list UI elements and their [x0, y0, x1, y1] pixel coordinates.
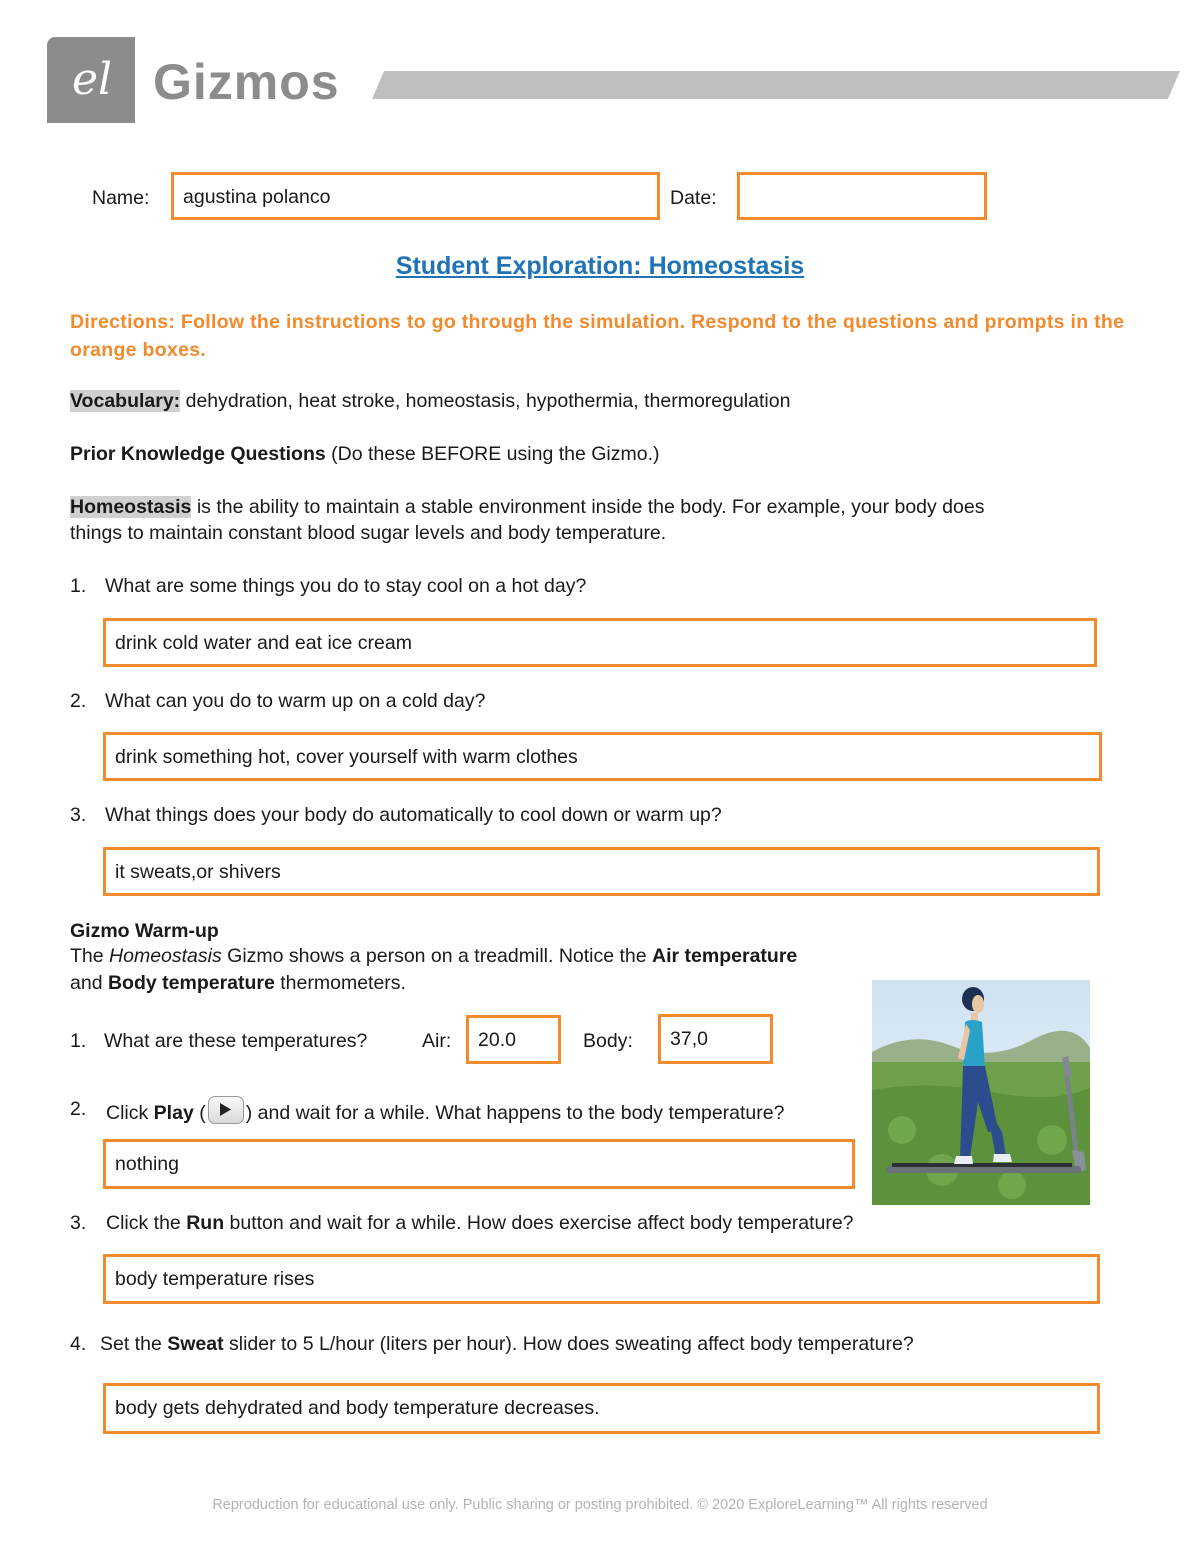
warmup-intro-gizmo-name: Homeostasis: [109, 945, 222, 967]
warmup-q2-after: ) and wait for a while. What happens to the body temperature?: [245, 1102, 785, 1124]
warmup-heading-text: Gizmo Warm-up: [70, 920, 219, 942]
footer-copyright: Reproduction for educational use only. Public sharing or posting prohibited. © 2020 ExploreLearning™ All rights reserved: [212, 1497, 988, 1513]
prior-q1-text: What are some things you do to stay cool on a hot day?: [105, 575, 587, 597]
body-temp-field[interactable]: [658, 1014, 773, 1064]
header-bar: [372, 71, 1180, 99]
prior-q1-answer: drink cold water and eat ice cream: [115, 632, 412, 654]
warmup-intro-body-temp: Body temperature: [107, 972, 275, 994]
warmup-q2-paren: (: [199, 1102, 206, 1124]
prior-q3-answer-box[interactable]: [103, 847, 1100, 896]
warmup-q2-play-word: Play: [153, 1102, 194, 1124]
body-temp-value: 37,0: [670, 1028, 708, 1050]
date-field[interactable]: [737, 172, 987, 220]
warmup-q4-number: 4.: [70, 1333, 87, 1355]
warmup-intro-line1: [70, 943, 797, 969]
prior-q2-number: 2.: [70, 690, 87, 712]
warmup-q3-answer: body temperature rises: [115, 1268, 315, 1290]
warmup-q2-pre: Click: [106, 1102, 149, 1124]
vocabulary-terms: dehydration, heat stroke, homeostasis, hypothermia, thermoregulation: [185, 390, 791, 412]
treadmill-illustration: [872, 980, 1090, 1205]
homeostasis-intro-text2: things to maintain constant blood sugar levels and body temperature.: [70, 522, 667, 544]
warmup-intro-and: and: [70, 972, 103, 994]
warmup-q4-sweat-word: Sweat: [167, 1333, 224, 1355]
prior-q2-answer: drink something hot, cover yourself with warm clothes: [115, 746, 578, 768]
warmup-q2-answer: nothing: [115, 1153, 179, 1175]
prior-q1-answer-box[interactable]: [103, 618, 1097, 667]
warmup-q3-text: [106, 1210, 854, 1236]
prior-knowledge-heading: Prior Knowledge Questions: [70, 443, 326, 465]
warmup-intro-mid: Gizmo shows a person on a treadmill. Notice the: [227, 945, 647, 967]
warmup-q3-after: button and wait for a while. How does exercise affect body temperature?: [229, 1212, 854, 1234]
warmup-intro-end: thermometers.: [280, 972, 406, 994]
warmup-intro-line2: [70, 970, 406, 996]
brand-name: Gizmos: [153, 54, 340, 110]
prior-q3-text: What things does your body do automatically to cool down or warm up?: [105, 804, 722, 826]
name-value: agustina polanco: [183, 186, 331, 208]
warmup-q4-answer: body gets dehydrated and body temperature decreases.: [115, 1397, 600, 1419]
air-label: Air:: [422, 1030, 452, 1052]
directions-text: Directions: Follow the instructions to go through the simulation. Respond to the questions and prompts in the orange boxes.: [70, 311, 1125, 361]
warmup-q3-answer-box[interactable]: [103, 1254, 1100, 1304]
prior-q2-text: What can you do to warm up on a cold day?: [105, 690, 486, 712]
warmup-q4-pre: Set the: [100, 1333, 162, 1355]
air-temp-value: 20.0: [478, 1029, 516, 1051]
vocabulary-line: [70, 388, 790, 414]
play-button-icon: [208, 1096, 244, 1124]
prior-q1-number: 1.: [70, 575, 87, 597]
vocabulary-label: Vocabulary:: [70, 390, 181, 412]
prior-q3-number: 3.: [70, 804, 87, 826]
prior-knowledge-note: (Do these BEFORE using the Gizmo.): [331, 443, 660, 465]
warmup-intro-air-temp: Air temperature: [652, 945, 798, 967]
warmup-q3-pre: Click the: [106, 1212, 181, 1234]
logo-mark: el: [71, 54, 113, 105]
warmup-q1-text: What are these temperatures?: [104, 1030, 368, 1052]
prior-q2-answer-box[interactable]: [103, 732, 1102, 781]
warmup-q4-answer-box[interactable]: [103, 1383, 1100, 1434]
name-field[interactable]: [171, 172, 660, 220]
homeostasis-term: Homeostasis: [70, 496, 192, 518]
warmup-q4-after: slider to 5 L/hour (liters per hour). How does sweating affect body temperature?: [229, 1333, 914, 1355]
warmup-q3-run-word: Run: [186, 1212, 225, 1234]
air-temp-field[interactable]: [466, 1015, 561, 1064]
name-label: Name:: [92, 187, 150, 209]
prior-q3-answer: it sweats,or shivers: [115, 861, 281, 883]
warmup-q2-number: 2.: [70, 1098, 87, 1120]
warmup-q1-number: 1.: [70, 1030, 87, 1052]
body-label: Body:: [583, 1030, 633, 1052]
warmup-q3-number: 3.: [70, 1212, 87, 1234]
warmup-heading: [70, 918, 219, 944]
warmup-q2-answer-box[interactable]: [103, 1139, 855, 1189]
homeostasis-intro-text1: is the ability to maintain a stable environment inside the body. For example, your body does: [196, 496, 985, 518]
homeostasis-intro-line1: [70, 494, 984, 520]
page-title: Student Exploration: Homeostasis: [395, 252, 805, 280]
warmup-intro-the: The: [70, 945, 104, 967]
warmup-q2-text: [106, 1096, 784, 1126]
warmup-q4-text: [100, 1331, 914, 1357]
date-label: Date:: [670, 187, 717, 209]
prior-knowledge-heading-line: [70, 441, 660, 467]
